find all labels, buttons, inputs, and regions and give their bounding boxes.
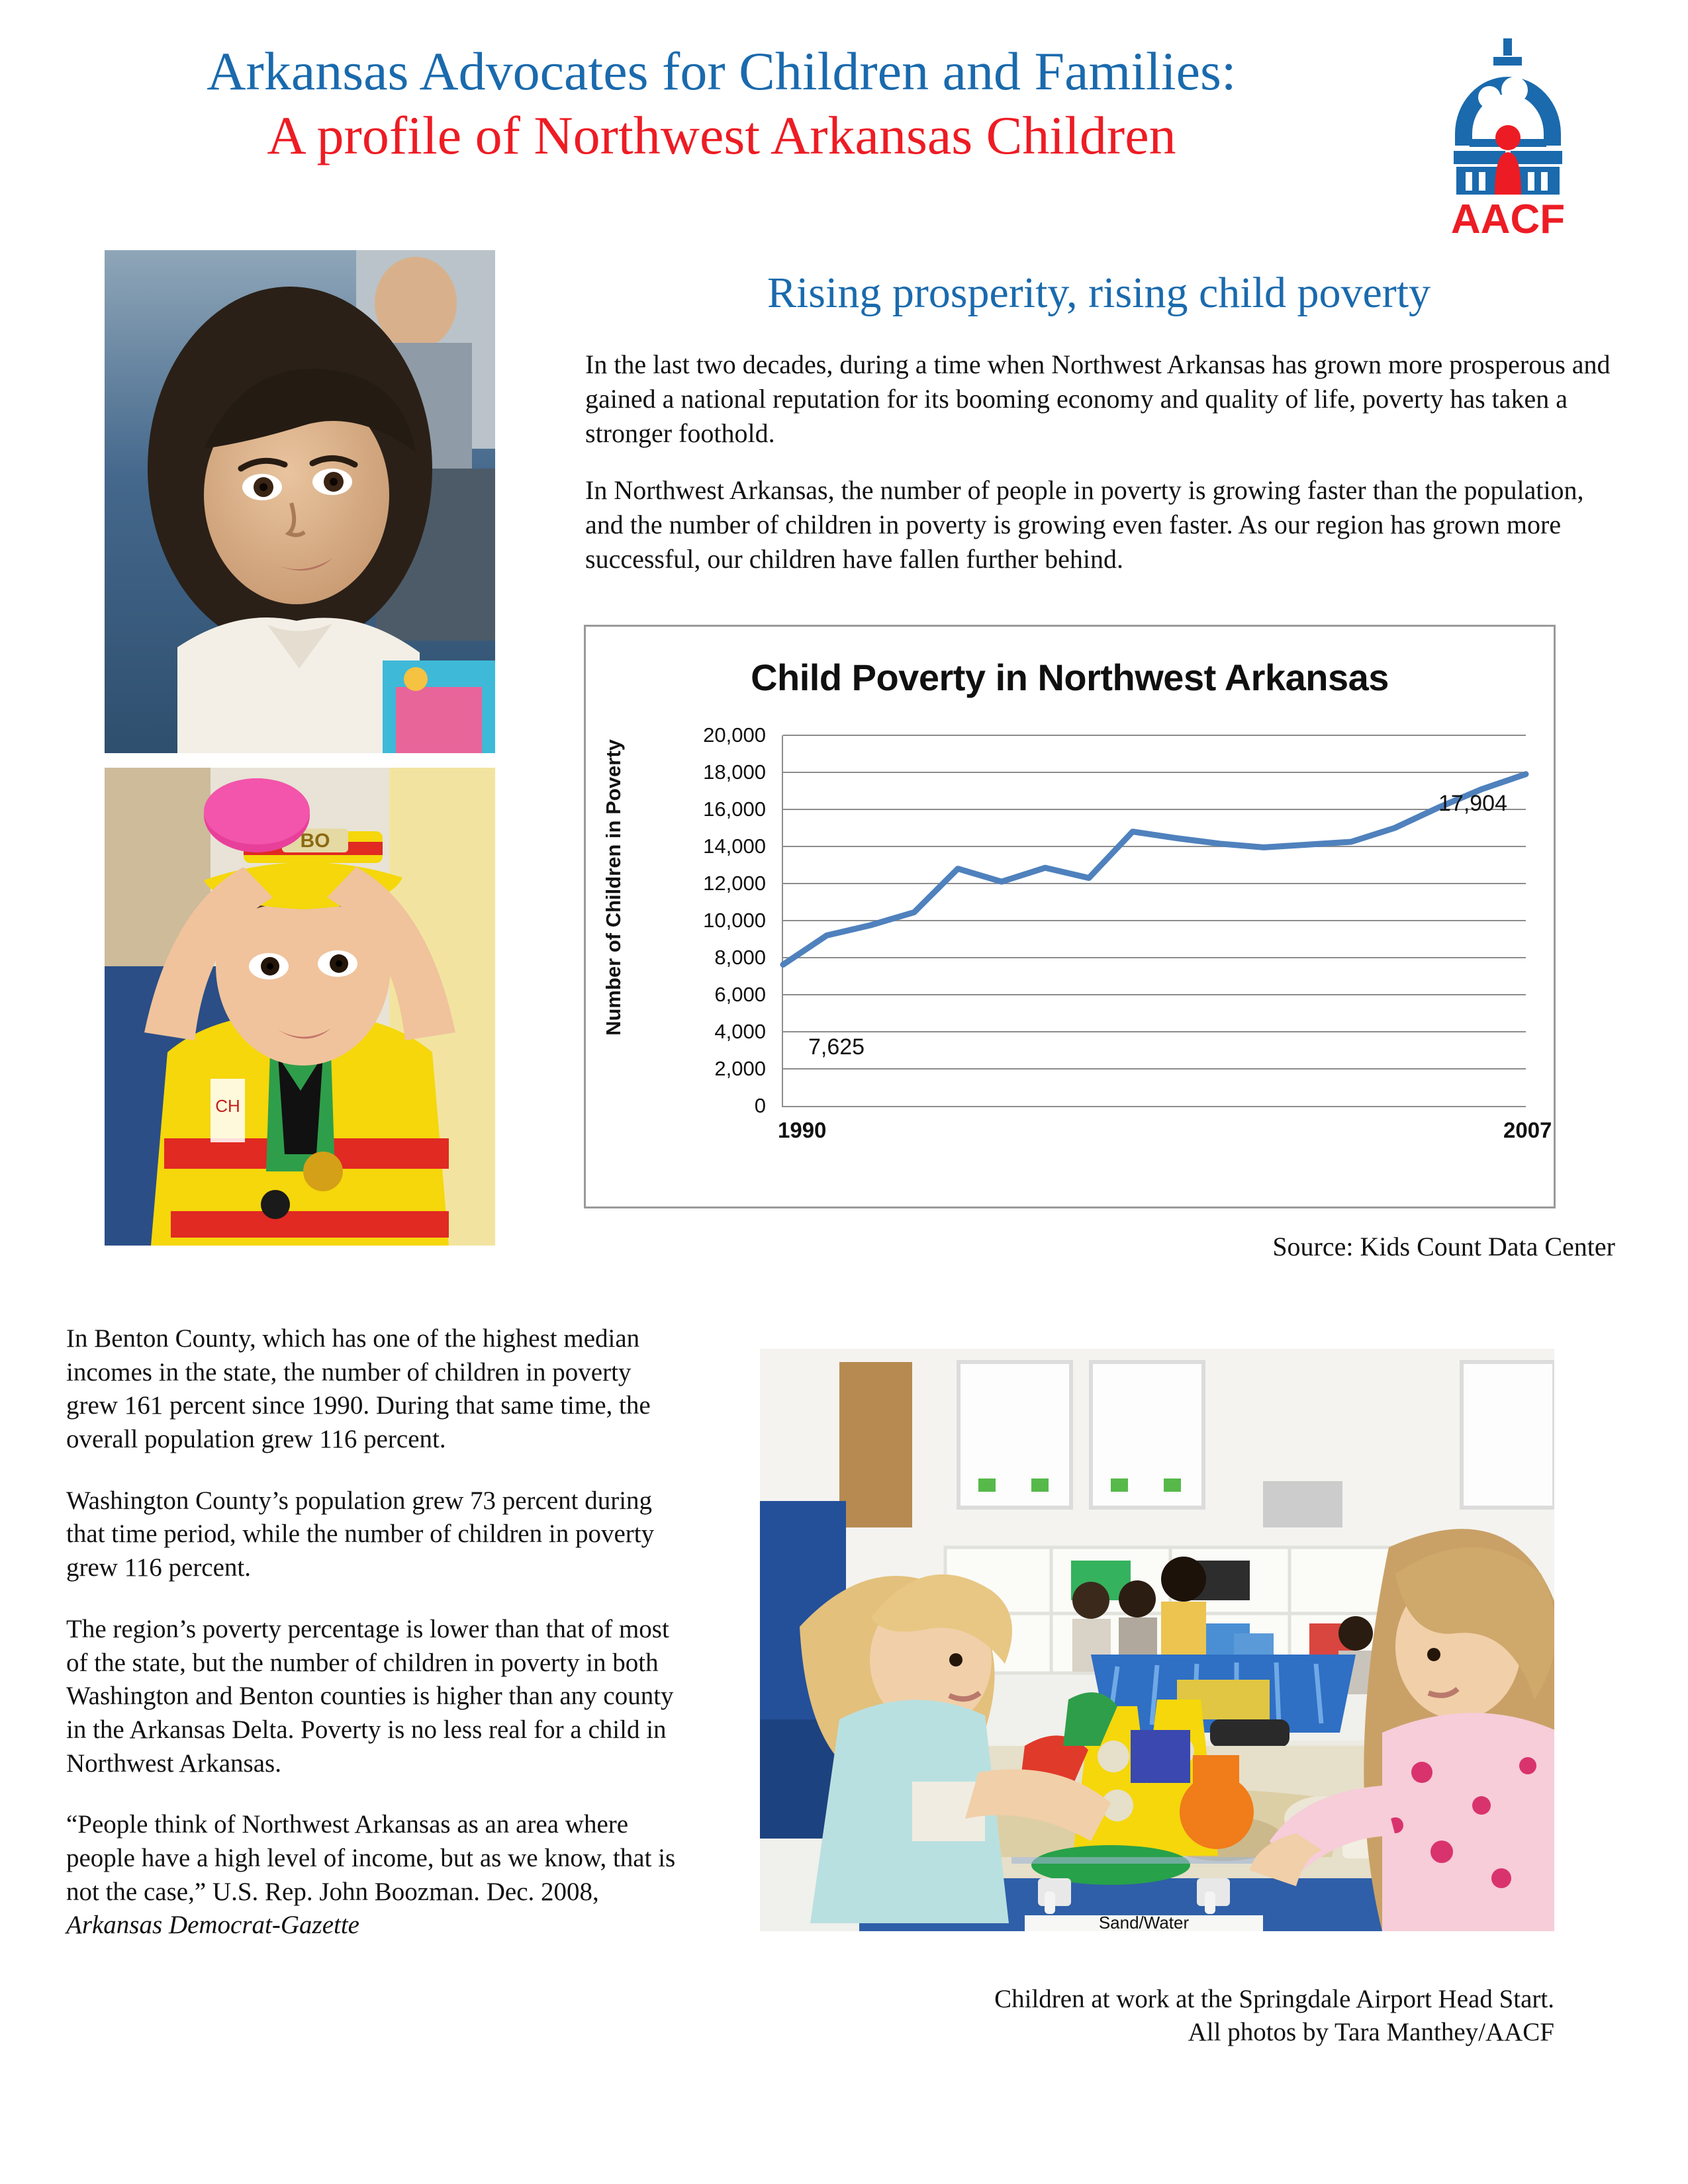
caption-line-2: All photos by Tara Manthey/AACF xyxy=(1188,2017,1554,2046)
chart-y-tick: 4,000 xyxy=(714,1020,766,1043)
chart-y-tick: 0 xyxy=(754,1094,766,1117)
chart-y-tick: 8,000 xyxy=(714,946,766,969)
photo-girl-with-book xyxy=(105,250,495,753)
sand-water-bin-label: Sand/Water xyxy=(1098,1913,1190,1931)
photo-boy-firefighter-dressup xyxy=(105,768,495,1246)
child-poverty-chart xyxy=(584,625,1556,1208)
chart-y-tick: 12,000 xyxy=(703,872,766,895)
chart-y-tick: 2,000 xyxy=(714,1057,766,1080)
chart-point-label-last: 17,904 xyxy=(1438,791,1507,816)
publication-subtitle: A profile of Northwest Arkansas Children xyxy=(267,105,1176,165)
svg-text:CH: CH xyxy=(215,1096,240,1116)
chart-line-svg xyxy=(783,735,1526,1106)
chart-title: Child Poverty in Northwest Arkansas xyxy=(751,657,1389,698)
photo-caption xyxy=(760,1983,1554,2049)
chart-y-tick: 6,000 xyxy=(714,983,766,1006)
organization-title: Arkansas Advocates for Children and Families: xyxy=(207,41,1237,101)
caption-line-1: Children at work at the Springdale Airport Head Start. xyxy=(994,1985,1554,2013)
section-heading: Rising prosperity, rising child poverty xyxy=(767,269,1431,317)
aacf-logo xyxy=(1429,33,1587,238)
intro-paragraph-1: In the last two decades, during a time when Northwest Arkansas has grown more prosperous and gained a national reputation for its booming economy and quality of life, poverty has taken a stronger foothold. xyxy=(585,349,1611,448)
chart-x-label-end: 2007 xyxy=(1503,1118,1552,1142)
body-paragraph-3: The region’s poverty percentage is lower than that of most of the state, but the number of children in poverty in both Washington and Benton counties is higher than any county in the Arkansas Delta. Poverty is no less real for a child in Northwest Arkansas. xyxy=(66,1614,674,1778)
chart-point-label-first: 7,625 xyxy=(808,1034,865,1060)
intro-paragraph-2: In Northwest Arkansas, the number of people in poverty is growing faster than the population, and the number of children in poverty is growing even faster. As our region has grown more successful, our children have fallen further behind. xyxy=(585,475,1584,574)
chart-series-line xyxy=(783,774,1526,965)
photo-sand-water-table xyxy=(760,1349,1554,1931)
capitol-dome-family-icon xyxy=(1429,33,1587,238)
logo-wordmark: AACF xyxy=(1450,197,1566,238)
chart-y-tick: 18,000 xyxy=(703,760,766,784)
body-paragraph-1: In Benton County, which has one of the highest median incomes in the state, the number of children in poverty grew 161 percent since 1990. During that same time, the overall population grew 116 percent. xyxy=(66,1324,651,1454)
chart-y-axis-title: Number of Children in Poverty xyxy=(602,739,625,1036)
page-title xyxy=(40,40,1403,168)
page-header xyxy=(0,40,1688,238)
chart-y-tick: 14,000 xyxy=(703,835,766,858)
chart-x-label-start: 1990 xyxy=(778,1118,827,1142)
quote-source: Arkansas Democrat-Gazette xyxy=(66,1911,359,1940)
body-text-column xyxy=(66,1322,682,1942)
chart-canvas xyxy=(782,735,1526,1107)
chart-y-tick: 20,000 xyxy=(703,723,766,747)
svg-text:BO: BO xyxy=(300,830,330,852)
chart-plot-area xyxy=(664,723,1552,1159)
chart-y-tick: 16,000 xyxy=(703,797,766,821)
chart-source: Source: Kids Count Data Center xyxy=(1272,1232,1615,1261)
body-quote xyxy=(66,1808,682,1942)
intro-text xyxy=(585,347,1618,599)
body-paragraph-2: Washington County’s population grew 73 percent during that time period, while the number of children in poverty grew 116 percent. xyxy=(66,1486,655,1582)
chart-y-tick: 10,000 xyxy=(703,909,766,932)
chart-y-tick-labels xyxy=(664,723,774,1117)
quote-text: “People think of Northwest Arkansas as an area where people have a high level of income, but as we know, that is not the case,” U.S. Rep. John Boozman. Dec. 2008, xyxy=(66,1810,676,1906)
